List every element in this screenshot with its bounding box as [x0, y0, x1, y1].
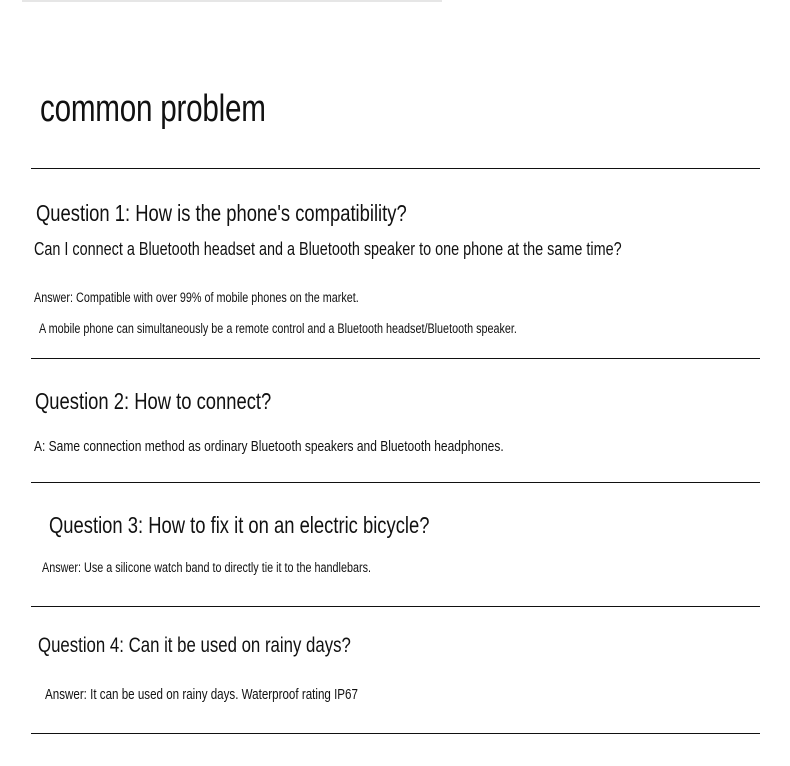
faq-answer: A: Same connection method as ordinary Bluetooth speakers and Bluetooth headphones.	[34, 438, 504, 455]
section-divider	[31, 606, 760, 607]
faq-question: Question 3: How to fix it on an electric bicycle?	[49, 512, 430, 538]
faq-answer-extra: A mobile phone can simultaneously be a remote control and a Bluetooth headset/Bluetooth speaker.	[39, 321, 517, 336]
faq-question: Question 4: Can it be used on rainy days?	[38, 634, 351, 657]
faq-answer: Answer: Use a silicone watch band to directly tie it to the handlebars.	[42, 560, 371, 575]
faq-sub-question: Can I connect a Bluetooth headset and a Bluetooth speaker to one phone at the same time?	[34, 239, 622, 259]
page-title: common problem	[40, 88, 266, 130]
faq-question: Question 1: How is the phone's compatibility?	[36, 200, 407, 226]
section-divider	[31, 168, 760, 169]
section-divider	[31, 482, 760, 483]
faq-answer: Answer: Compatible with over 99% of mobile phones on the market.	[34, 290, 359, 305]
faq-answer: Answer: It can be used on rainy days. Waterproof rating IP67	[45, 687, 358, 703]
top-divider	[22, 0, 442, 2]
section-divider	[31, 358, 760, 359]
section-divider	[31, 733, 760, 734]
faq-question: Question 2: How to connect?	[35, 388, 272, 414]
